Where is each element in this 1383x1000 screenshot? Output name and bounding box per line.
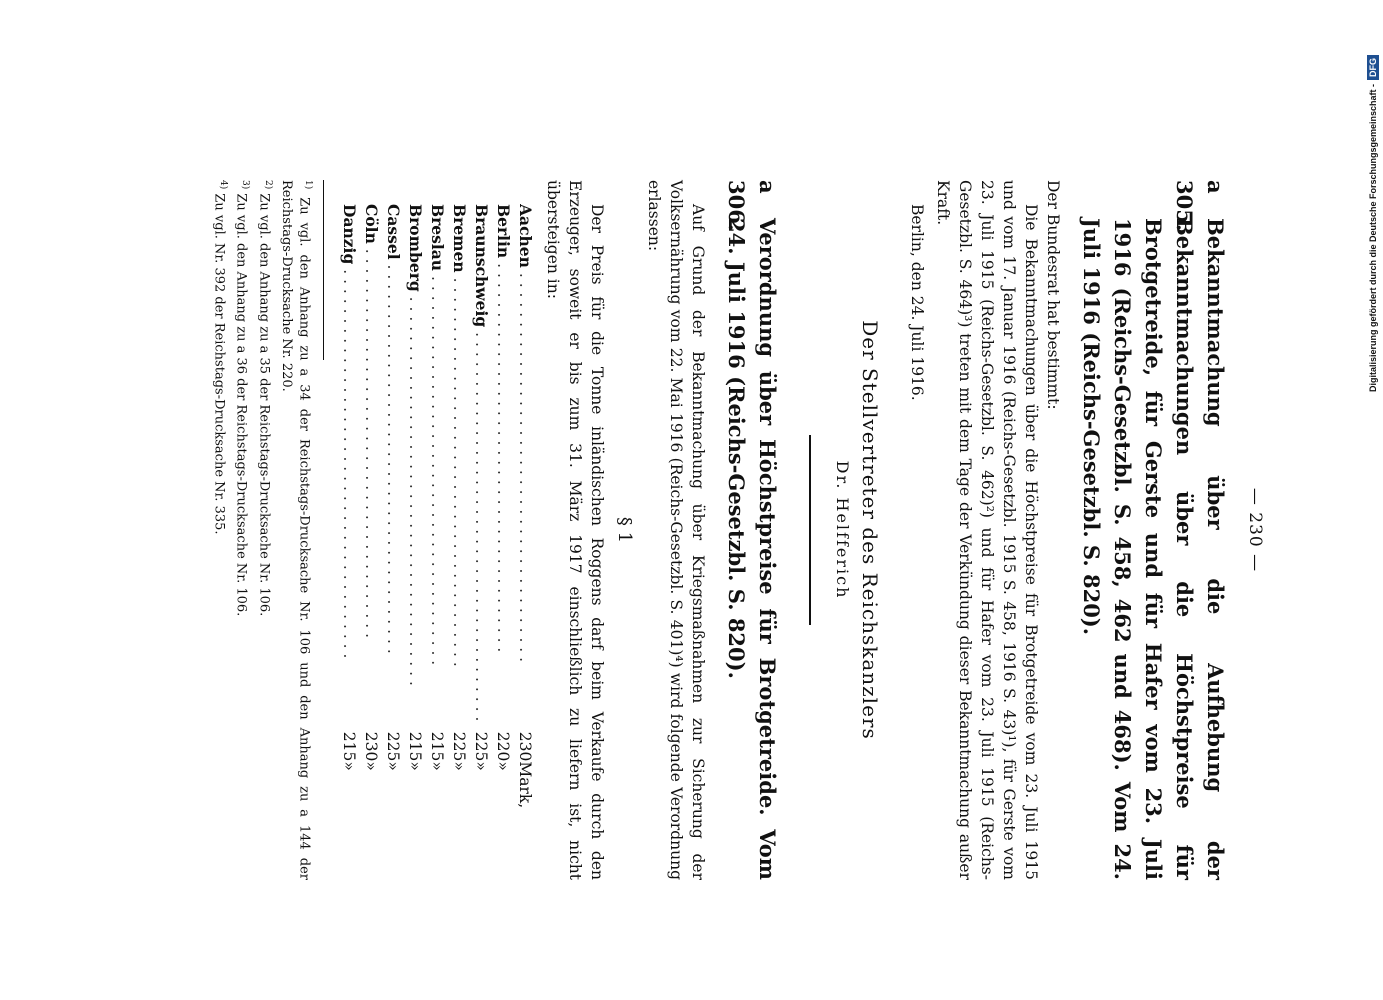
signer-name: Dr. Helfferich — [833, 460, 852, 600]
price-unit: » — [494, 761, 512, 771]
leader-dots: . . . . . . . . . . . . . . . . . . . . . . . . . . . . . . . . . . . . . . . . — [428, 271, 446, 666]
entry-306-intro: Auf Grund der Bekanntmachung über Kriegsmaßnahmen zur Sicherung der Volksernährung vom 22. Mai 1916 (Reichs-Gesetzbl. S. 401)⁴) wird folgende Verordnung erlassen: — [645, 180, 707, 880]
price-city: Aachen — [516, 204, 535, 268]
price-city: Berlin — [494, 204, 513, 259]
footnote-mark: 1) — [303, 180, 313, 190]
price-unit: Mark, — [516, 761, 534, 809]
entry-305 — [809, 180, 1231, 880]
leader-dots: . . . . . . . . . . . . . . . . . . . . . . . . . . . . . . . . . . . . . . . . — [406, 291, 424, 686]
price-value: 225 — [384, 731, 402, 762]
entry-305-number: a 305. — [1172, 180, 1228, 232]
price-unit: » — [428, 761, 446, 771]
footnote-mark: 3) — [240, 180, 251, 190]
entry-305-body: Die Bekanntmachungen über die Höchstpreise für Brotgetreide vom 23. Juli 1915 und vom 17. Januar 1916 (Reichs-Gesetzbl. 1915 S. 458, 1916 S. 43)¹), für Gerste vom 23. Juli 1915 (Reichs-Gesetzbl. S. 462)²) und für Hafer vom 23. Juli 1915 (Reichs-Gesetzbl. S. 464)³) treten mit dem Tage der Verkündung dieser Bekanntmachung außer Kraft. — [934, 180, 1040, 880]
footnote-text: Zu vgl. Nr. 392 der Reichstags-Drucksache Nr. 335. — [211, 193, 227, 535]
entry-306-title: Verordnung über Höchstpreise für Brotgetreide. Vom 24. Juli 1916 (Reichs-Gesetzbl. S. 820). — [724, 218, 780, 880]
price-city: Braunschweig — [472, 204, 491, 328]
section-heading: § 1 — [614, 516, 635, 544]
price-unit: » — [384, 761, 402, 771]
price-row — [338, 204, 360, 821]
leader-dots: . . . . . . . . . . . . . . . . . . . . . . . . . . . . . . . . . . . . . . . . — [472, 327, 490, 722]
signature-title: Der Stellvertreter des Reichskanzlers — [858, 320, 882, 740]
price-value: 215 — [428, 731, 446, 762]
leader-dots: . . . . . . . . . . . . . . . . . . . . . . . . . . . . . . . . . . . . . . . . — [494, 258, 512, 653]
entry-305-title: Bekanntmachung über die Aufhebung der Bekanntmachungen über die Höchstpreise für Brotgetreide, für Gerste und für Hafer vom 23. Juli 1916 (Reichs-Gesetzbl. S. 458, 462 und 468). Vom 24. Juli 1916 (Reichs-Gesetzbl. S. 820). — [1079, 218, 1228, 880]
price-value: 225 — [450, 731, 468, 762]
footnote-text: Zu vgl. den Anhang zu a 36 der Reichstags-Drucksache Nr. 106. — [234, 193, 250, 617]
footnote-mark: 2) — [262, 180, 273, 190]
entry-306-number: a 306. — [724, 180, 780, 232]
footnote — [254, 180, 276, 880]
price-city: Cassel — [384, 204, 403, 260]
price-city: Cöln — [362, 204, 381, 244]
entry-306 — [338, 180, 783, 880]
price-value: 225 — [472, 731, 490, 762]
price-value: 230 — [516, 731, 534, 762]
price-unit: » — [450, 761, 468, 771]
section-divider — [809, 435, 811, 625]
price-value: 215 — [406, 731, 424, 762]
dfg-logo: DFG — [1367, 55, 1379, 80]
price-row — [492, 204, 514, 821]
price-city: Danzig — [340, 204, 359, 265]
section-text: Der Preis für die Tonne inländischen Roggens darf beim Verkaufe durch den Erzeuger, soweit er bis zum 31. März 1917 einschließlich zu liefern ist, nicht übersteigen in: — [544, 180, 606, 880]
footnote — [277, 180, 317, 880]
price-unit: » — [472, 761, 490, 771]
page-number: — 230 — — [1245, 487, 1265, 573]
leader-dots: . . . . . . . . . . . . . . . . . . . . . . . . . . . . . . . . . . . . . . . . — [384, 259, 402, 654]
price-unit: » — [362, 761, 380, 771]
price-row — [404, 204, 426, 821]
price-unit: » — [340, 761, 358, 771]
price-row — [426, 204, 448, 821]
price-row — [470, 204, 492, 821]
entry-305-place-date: Berlin, den 24. Juli 1916. — [908, 204, 926, 401]
footnotes — [210, 180, 317, 880]
leader-dots: . . . . . . . . . . . . . . . . . . . . . . . . . . . . . . . . . . . . . . . . — [340, 264, 358, 659]
credit-line — [1361, 12, 1383, 392]
price-city: Bremen — [450, 204, 469, 273]
footnote-text: Zu vgl. den Anhang zu a 34 der Reichstags-Drucksache Nr. 106 und den Anhang zu a 144 der Reichstags-Drucksache Nr. 220. — [278, 180, 312, 880]
leader-dots: . . . . . . . . . . . . . . . . . . . . . . . . . . . . . . . . . . . . . . . . — [450, 272, 468, 667]
price-city: Breslau — [428, 204, 447, 272]
entry-306-heading — [721, 180, 783, 880]
footnote — [232, 180, 254, 880]
price-value: 230 — [362, 731, 380, 762]
footnote-text: Zu vgl. den Anhang zu a 35 der Reichstags-Drucksache Nr. 106. — [256, 193, 272, 617]
price-row — [360, 204, 382, 821]
footnote-divider — [323, 180, 324, 360]
price-unit: » — [406, 761, 424, 771]
price-city: Bromberg — [406, 204, 425, 292]
price-row — [448, 204, 470, 821]
price-table — [338, 204, 536, 821]
price-value: 220 — [494, 731, 512, 762]
price-row — [382, 204, 404, 821]
leader-dots: . . . . . . . . . . . . . . . . . . . . . . . . . . . . . . . . . . . . . . . . — [362, 243, 380, 639]
leader-dots: . . . . . . . . . . . . . . . . . . . . . . . . . . . . . . . . . . . . . . . . — [516, 267, 534, 663]
entry-305-heading — [1076, 180, 1231, 880]
footnote — [210, 180, 232, 880]
entry-305-intro: Der Bundesrat hat bestimmt: — [1044, 180, 1062, 410]
credit-text: Digitalisierung gefördert durch die Deutsche Forschungsgemeinschaft - — [1368, 83, 1378, 392]
price-value: 215 — [340, 731, 358, 762]
footnote-mark: 4) — [218, 180, 229, 190]
price-row — [514, 204, 536, 821]
